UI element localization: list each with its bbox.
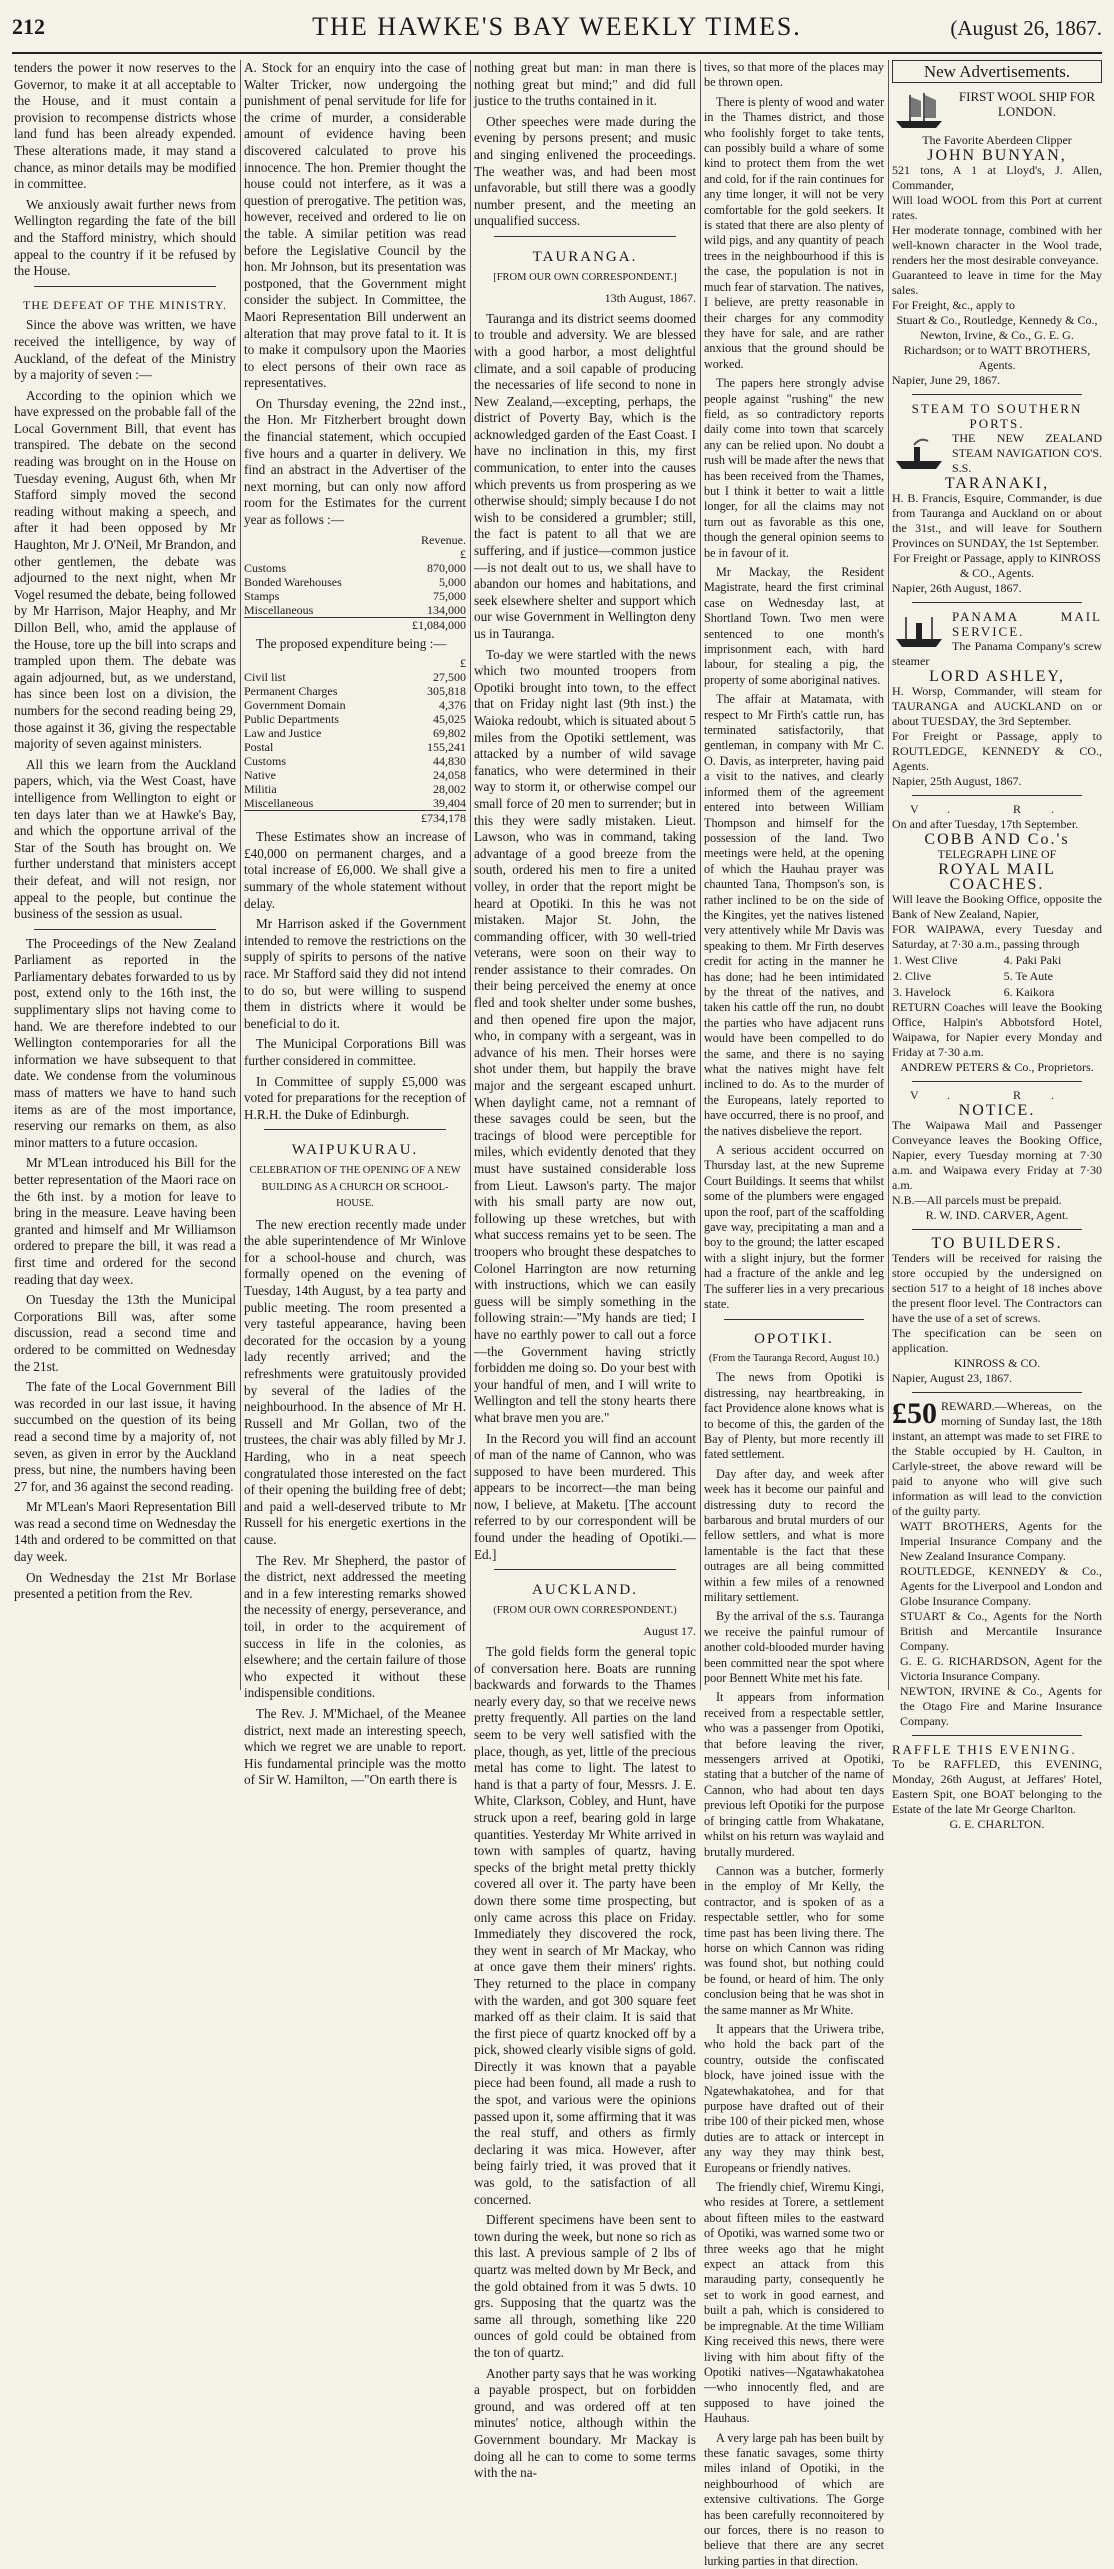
item-label: Miscellaneous (244, 602, 314, 617)
ad-text: The specification can be seen on application. (892, 1326, 1102, 1355)
table-row (244, 561, 466, 575)
paragraph: By the arrival of the s.s. Tauranga we receive the painful rumour of another cold-blooded murder having been committed near the spot where poor Bennett White met his fate. (704, 1609, 884, 1686)
currency-symbol: £ (460, 656, 466, 671)
article-heading: THE DEFEAT OF THE MINISTRY. (22, 297, 228, 312)
item-amount: 39,404 (433, 796, 466, 811)
table-row (244, 796, 466, 811)
article-subheading: (FROM OUR OWN CORRESPONDENT.) (493, 1604, 677, 1616)
paragraph: The fate of the Local Government Bill was recorded in our last issue, it having succumbed on the question of its being read a second time by a majority of, not seven, as given in error by the Auckland press, but nine, the numbers having been 27 for, and 36 against the second reading. (14, 1379, 236, 1494)
agent-entry: STUART & Co., Agents for the North British and Mercantile Insurance Company. (900, 1609, 1102, 1653)
paragraph: The gold fields form the general topic of conversation here. Boats are running backwards and forwards to the Thames nearly every day, so that we receive news pretty frequently. All parties on the land seem to be very well satisfied with the place, though, as yet, little of the precious metal has come to light. The latest to hand is that a party of four, Messrs. J. E. White, Clarkson, Cobley, and Hunt, have struck upon a reef, bearing gold in large quantities. Yesterday Mr White arrived in town with samples of quartz, having specks of the bright metal pretty thickly covered all over it. The party have been down there some time prospecting, but only came across this place on Friday. Immediately they discovered the rock, they went in search of Mr Mackay, who at once gave them their miners' rights. They returned to the place in company with the warden, and got 300 square feet marked off as their claim. It is said that the first piece of quartz knocked off by a pick, showed clearly visible signs of gold. Directly it was known that a payable piece had been found, all made a rush to the spot, and various were the opinions passed upon it, some affirming that it was the real stuff, and others as firmly declaring it was mica. However, after being fairly tried, it was proved that it was gold, to the satisfaction of all concerned. (474, 1644, 696, 2207)
item-amount: 155,241 (427, 740, 466, 755)
column-2 (244, 60, 466, 1788)
table-row (244, 684, 466, 698)
divider (494, 1569, 676, 1570)
item-label: Permanent Charges (244, 684, 338, 699)
ad-text: Guaranteed to leave in time for the May sales. (892, 268, 1102, 297)
ad-text: For Freight, &c., apply to (892, 298, 1015, 312)
agent-entry: ROUTLEDGE, KENNEDY & Co., Agents for the Liverpool and London and Globe Insurance Company. (900, 1564, 1102, 1608)
paragraph: The Proceedings of the New Zealand Parliament as reported in the Parliamentary debates forwarded to us by post, extend only to the 16th inst, the supplimentary slips not having come to hand. We are therefore indebted to our Wellington contemporaries for all the information we have subsequent to that date. We condense from the voluminous mass of matters we have to hand such items as are of the most importance, reserving our remarks on them, as also minor matters to a future occasion. (14, 935, 236, 1150)
divider (912, 1392, 1082, 1393)
ad-heading: STEAM TO SOUTHERN PORTS. (911, 401, 1083, 431)
ad-text: 521 tons, A 1 at Lloyd's, J. Allen, Commander, (892, 163, 1102, 192)
item-amount: 45,025 (433, 712, 466, 727)
dateline: August 17. (643, 1624, 696, 1639)
coach-stop: 2. Clive (893, 969, 931, 983)
paragraph: The Municipal Corporations Bill was further considered in committee. (244, 1036, 466, 1068)
ship-icon (892, 91, 946, 131)
paragraph: tives, so that more of the places may be thrown open. (704, 60, 884, 90)
paragraph: A. Stock for an enquiry into the case of Walter Tricker, now undergoing the punishment of penal servitude for life for the crime of murder, a considerable amount of evidence having been discovered calculated to prove his innocence. The hon. Premier thought the house could not interfere, as it was a question of prerogative. The petition was, however, received and ordered to lie on the table. A similar petition was read before the Legislative Council by the hon. Mr Johnson, but its presentation was postponed, that the Government might consider the subject. In Committee, the Maori Representation Bill underwent an alteration that may prove fatal to it. It is to make it compulsory upon the Maories to elect persons of their own race as representatives. (244, 60, 466, 391)
ship-name: JOHN BUNYAN, (927, 147, 1067, 164)
paragraph: Cannon was a butcher, formerly in the employ of Mr Kelly, the contractor, and is spoken of as a respectable settler, who for some time past has been living there. The horse on which Cannon was riding was found shot, but nothing could be found, or heard of him. The only conclusion being that he was shot in the same manner as Mr White. (704, 1863, 884, 2017)
item-amount: 870,000 (427, 560, 466, 575)
ad-text: To be RAFFLED, this EVENING, Monday, 26th August, at Jeffares' Hotel, Eastern Spit, one BOAT belonging to the Estate of the late Mr George Charlton. (892, 1757, 1102, 1816)
royal-cipher: V. R. (909, 1088, 1085, 1102)
item-amount: 28,002 (433, 782, 466, 797)
ad-date: Napier, 26th August, 1867. (892, 581, 1022, 595)
coach-stop: 5. Te Aute (1003, 969, 1053, 983)
ad-heading: TELEGRAPH LINE OF (937, 847, 1057, 861)
table-row (892, 984, 1102, 1000)
ad-text: N.B.—All parcels must be prepaid. (892, 1193, 1062, 1207)
item-label: Customs (244, 754, 287, 769)
table-row (892, 952, 1102, 968)
paragraph: tenders the power it now reserves to the Governor, to make it at all acceptable to the House, and it must contain a provision to recompense districts whose land fund has been already expended. These alterations made, it may stand a chance, as minor details may be modified in committee. (14, 60, 236, 192)
column-divider (888, 60, 889, 1690)
ad-text: Will load WOOL from this Port at current rates. (892, 193, 1102, 222)
paragraph: Since the above was written, we have received the intelligence, by way of Auckland, of the defeat of the Ministry by a majority of seven :— (14, 317, 236, 383)
dateline: 13th August, 1867. (604, 291, 696, 306)
paragraph: A serious accident occurred on Thursday last, at the new Supreme Court Buildings. It seems that whilst some of the plumbers were engaged upon the roof, part of the scaffolding gave way, precipitating a man and a boy to the ground; the latter escaped with a slight injury, but the former had a fracture of the ankle and leg The sufferer lies in a very precarious state. (704, 1143, 884, 1312)
table-row (244, 782, 466, 796)
divider (34, 929, 216, 930)
divider (34, 286, 216, 287)
divider (912, 602, 1082, 603)
column-divider (700, 60, 701, 1690)
paragraph: nothing great but man: in man there is nothing great but mind;" and did full justice to the truths contained in it. (474, 60, 696, 109)
ad-wool-ship (892, 89, 1102, 388)
ad-text: For Freight or Passage, apply to KINROSS & CO., Agents. (893, 551, 1101, 580)
table-row (244, 589, 466, 603)
ad-text: THE NEW ZEALAND STEAM NAVIGATION CO'S. S.S. (952, 431, 1102, 475)
article-subheading: CELEBRATION OF THE OPENING OF A NEW BUILDING AS A CHURCH OR SCHOOL-HOUSE. (249, 1164, 461, 1210)
table-row (892, 968, 1102, 984)
article-heading: OPOTIKI. (754, 1330, 834, 1347)
coach-stop: 6. Kaikora (1003, 985, 1055, 999)
divider (912, 1229, 1082, 1230)
table-row (244, 670, 466, 684)
column-4 (704, 60, 884, 2568)
paragraph: To-day we were startled with the news which two mounted troopers from Opotiki brought into town, to the effect that on Friday night last (9th inst.) the Waioka redoubt, which is situated about 5 miles from the Opotiki settlement, was attacked by a number of wild savage fanatics, who were determined in their way to storm it, or otherwise compel our small force of 20 men to surrender; but in this they were sadly mistaken. Lieut. Lawson, who was in command, taking advantage of a good breeze from the south, ordered his men to fire a united volley, in order that the report might be heard at Opotiki. In this he was not mistaken. Major St. John, the commanding officer, with 30 well-tried veterans, were soon on their way to render assistance to their comrades. On their being perceived the enemy at once fled and took shelter under some bushes, and then opened fire upon the major, who, in company with a sergeant, was in advance of his men. Their horses were shot under them, but happily the brave major and the sergeant escaped unhurt. When daylight came, not a remnant of these savages could be seen, but the tracings of blood were perceptible for miles, which evidently denoted that they must have sustained considerable loss from Lieut. Lawson's party. The major with his small party are now out, following up these wretches, but with what success remains yet to be seen. The troopers who brought these despatches to Colonel Harrington are now returning with instructions, which we can easily guess will be simply something in the following strain:—"My hands are tied; I have no earthly power to call out a force—the Government having strictly forbidden me doing so. Do your best with your handful of men, and I will write to Wellington and tell the stony hearts there what brave men you are." (474, 646, 696, 1425)
steamship-icon (892, 433, 946, 473)
table-row (244, 740, 466, 754)
ad-text: H. B. Francis, Esquire, Commander, is due from Tauranga and Auckland on or about the 31st., and will leave for Southern Provinces on SUNDAY, the 1st September. (892, 491, 1102, 550)
advertisements-column (892, 60, 1102, 1831)
item-label: Customs (244, 560, 287, 575)
ad-signature: ANDREW PETERS & Co., Proprietors. (900, 1060, 1094, 1074)
ad-heading: NOTICE. (958, 1102, 1036, 1119)
paragraph: In the Record you will find an account of man of the name of Cannon, who was supposed to have been murdered. This appears to be incorrect—the man being now, I believe, at Maketu. [The account referred to by our correspondent will be found under the heading of Opotiki.—Ed.] (474, 1430, 696, 1562)
table-row (244, 603, 466, 618)
item-amount: 27,500 (433, 670, 466, 685)
ad-heading: COBB AND Co.'s (924, 831, 1070, 848)
expenditure-total: £734,178 (398, 811, 466, 826)
table-row (244, 712, 466, 726)
table-row (244, 575, 466, 589)
paragraph: There is plenty of wood and water in the Thames district, and those who foolishly forget to take tents, can possibly build a whare of some kind to protect them from the wet and cold, for if the rain continues for any time longer, it will not be very comfortable for the gold seekers. It is stated that there are also plenty of wild pigs, and any quantity of peach trees in the neighbourhood if this is the case, the population is not in much fear of starvation. The natives, I believe, are pretty reasonable in their charges for any commodity they have for sale, and are rather anxious that the ground should be worked. (704, 94, 884, 371)
reward-amount: £50 (892, 1397, 937, 1430)
ad-text: The Waipawa Mail and Passenger Conveyance leaves the Booking Office, Napier, every Tuesday morning at 7·30 a.m. and Waipawa every Friday at 7·30 a.m. (892, 1118, 1102, 1192)
page-number: 212 (12, 14, 45, 39)
revenue-table (244, 533, 466, 632)
item-amount: 69,802 (433, 726, 466, 741)
item-label: Stamps (244, 588, 280, 603)
paragraph: On Thursday evening, the 22nd inst., the Hon. Mr Fitzherbert brought down the financial statement, which occupied five hours and a quarter in delivery. We find an abstract in the Advertiser of the next morning, but can only now afford room for the Estimates for the current year as follows :— (244, 395, 466, 528)
coach-stops-table (892, 952, 1102, 1000)
paragraph: Mr Harrison asked if the Government intended to remove the restrictions on the supply of spirits to persons of the native race. Mr Stafford said they did not intend to do so, but were willing to suspend them in districts where it would be beneficial to do it. (244, 916, 466, 1031)
section-title: New Advertisements. (892, 60, 1102, 83)
column-3 (474, 60, 696, 2481)
item-amount: 5,000 (439, 574, 466, 589)
table-row (244, 726, 466, 740)
paragraph: In Committee of supply £5,000 was voted for preparations for the reception of H.R.H. the Duke of Edinburgh. (244, 1073, 466, 1122)
agent-entry: WATT BROTHERS, Agents for the Imperial Insurance Company and the New Zealand Insurance Company. (900, 1519, 1102, 1563)
item-label: Public Departments (244, 712, 339, 727)
table-heading: Revenue. (421, 532, 466, 547)
ad-to-builders (892, 1236, 1102, 1386)
ad-text: The Favorite Aberdeen Clipper (922, 133, 1072, 147)
item-label: Militia (244, 782, 277, 797)
paragraph: Mr M'Lean introduced his Bill for the better representation of the Maori race on the 6th inst. by a motion for leave to bring in the measure. Leave having been granted and himself and Mr Williamson ordered to prepare the bill, it was read a first time and ordered for the second reading that day weex. (14, 1155, 236, 1287)
ad-date: Napier, August 23, 1867. (892, 1371, 1013, 1385)
paragraph: On Wednesday the 21st Mr Borlase presented a petition from the Rev. (14, 1569, 236, 1602)
paragraph: According to the opinion which we have expressed on the probable fall of the Local Government Bill, that event has transpired. The debate on the second reading was brought on in the House on Tuesday evening, August 6th, when Mr Stafford simply moved the second reading without making a speech, and after it had been opposed by Mr Haughton, Mr J. O'Neil, Mr Brandon, and other gentlemen, the debate was adjourned to the next night, when Mr Vogel resumed the debate, being followed by Mr Harrison, Major Heaphy, and Mr Dillon Bell, who, amid the applause of the House, tore up the bill into scraps and trampled upon them. The debate was again adjourned, but, as we understand, has since been lost on a division, the numbers for the second reading being 29, those against it 36, giving the respectable majority of seven against ministers. (14, 387, 236, 752)
revenue-total: £1,084,000 (387, 617, 466, 632)
paragraph: On Tuesday the 13th the Municipal Corporations Bill was, after some discussion, read a second time and ordered to be committed on Wednesday the 21st. (14, 1292, 236, 1374)
ad-text: Her moderate tonnage, combined with her well-known character in the Wool trade, renders her the most desirable conveyance. (892, 223, 1102, 267)
ad-text: On and after Tuesday, 17th September. (892, 817, 1079, 831)
item-amount: 134,000 (427, 602, 466, 617)
item-amount: 305,818 (427, 684, 466, 699)
issue-date: (August 26, 1867. (950, 16, 1102, 40)
column-1 (14, 60, 236, 1690)
paragraph: Different specimens have been sent to town during the week, but none so rich as this last. A previous sample of 2 lbs of quartz was melted down by Mr Beck, and the gold obtained from it was 5 dwts. 10 grs. Supposing that the quartz was the same all through, something like 220 ounces of gold could be obtained from the ton of quartz. (474, 2212, 696, 2360)
ad-agents: Stuart & Co., Routledge, Kennedy & Co., Newton, Irvine, & Co., G. E. G. Richardson; or to WATT BROTHERS, Agents. (896, 313, 1098, 372)
article-subheading: [FROM OUR OWN CORRESPONDENT.] (493, 271, 677, 283)
ad-text: FOR WAIPAWA, every Tuesday and Saturday, at 7·30 a.m., passing through (892, 922, 1102, 951)
divider (912, 1081, 1082, 1082)
item-label: Government Domain (244, 698, 346, 713)
divider (912, 795, 1082, 796)
item-amount: 75,000 (433, 588, 466, 603)
divider (264, 1129, 446, 1130)
ad-heading: RAFFLE THIS EVENING. (892, 1742, 1077, 1757)
table-row (244, 698, 466, 712)
article-heading: TAURANGA. (532, 248, 638, 265)
ad-signature: R. W. IND. CARVER, Agent. (925, 1208, 1069, 1222)
column-divider (240, 60, 241, 1690)
paragraph: The proposed expenditure being :— (256, 635, 447, 651)
page-header (12, 10, 1102, 46)
paragraph: It appears that the Uriwera tribe, who hold the back part of the country, outside the confiscated block, have joined issue with the Ngatewhakatohea, and for that purpose have drafted out of their tribe 100 of their picked men, whose duties are to attack or intercept in any way they may think best, Europeans or friendly natives. (704, 2021, 884, 2175)
ad-text: H. Worsp, Commander, will steam for TAURANGA and AUCKLAND on or about TUESDAY, the 3rd September. (892, 684, 1102, 728)
ad-steam-southern (892, 401, 1102, 596)
paragraph: The news from Opotiki is distressing, nay heartbreaking, in fact Providence alone knows what is to become of this, the garden of the Bay of Plenty, but more recently ill fated settlement. (704, 1370, 884, 1462)
coach-stop: 1. West Clive (893, 953, 958, 967)
ad-reward (892, 1399, 1102, 1729)
column-divider (470, 60, 471, 1690)
ad-text: REWARD.—Whereas, on the morning of Sunday last, the 18th instant, an attempt was made to set FIRE to the Stable occupied by H. Caulton, in Carlyle-street, the above reward will be paid to anyone who will give such information as will lead to the conviction of the guilty party. (892, 1399, 1102, 1518)
ad-heading: TO BUILDERS. (931, 1235, 1063, 1252)
ad-text: RETURN Coaches will leave the Booking Office, Halpin's Abbotsford Hotel, Waipawa, for Napier every Monday and Friday at 7·30 a.m. (892, 1000, 1102, 1059)
table-row (244, 754, 466, 768)
insurance-agents-list (892, 1519, 1102, 1729)
royal-cipher: V. R. (909, 802, 1085, 816)
paragraph: Another party says that he was working a payable prospect, but on forbidden ground, and was ordered off at ten minutes' notice, although within the Government boundary. Mr Mackay is doing all he can to come to some terms with the na- (474, 2365, 696, 2481)
paragraph: Tauranga and its district seems doomed to trouble and adversity. We are blessed with a good harbor, a most delightful climate, and a soil capable of producing the necessaries of life second to none in New Zealand,—excepting, perhaps, the district of Poverty Bay, which is the acknowledged garden of the East Coast. I have no inclination in this, my first communication, to enter into the causes which prevents us from prospering as we otherwise should; simply because I do not wish to be considered a grumbler; still, the fact is patent to all that we are suffering, and if justice—common justice—is not dealt out to us, we shall have to abandon our homes and habitations, and seek elsewhere shelter and support which our wise Government in Wellington deny us in Tauranga. (474, 310, 696, 641)
paragraph: The Rev. Mr Shepherd, the pastor of the district, next addressed the meeting and in a few interesting remarks showed the necessity of energy, perseverance, and toil, in order to the acquirement of success in life in the colonies, as elsewhere; and the certain failure of those who expected it without these indispensible conditions. (244, 1552, 466, 1701)
article-heading: AUCKLAND. (532, 1582, 638, 1599)
item-label: Civil list (244, 670, 286, 685)
paragraph: Mr Mackay, the Resident Magistrate, heard the first criminal case on Wednesday last, at Shortland Town. Two men were sentenced to one month's imprisonment each, with hard labour, for stealing a pig, the property of some aboriginal natives. (704, 565, 884, 687)
ad-notice (892, 1088, 1102, 1223)
steamship-icon (892, 611, 946, 651)
divider (912, 1735, 1082, 1736)
ad-royal-mail-coaches (892, 802, 1102, 1075)
coach-stop: 3. Havelock (893, 985, 951, 999)
paragraph: A very large pah has been built by these fanatic savages, some thirty miles inland of Opotiki, in the neighbourhood of which are extensive cultivations. The Gorge has been carefully reconnoitered by our forces, there is no reason to believe that there are any secret lurking parties in that direction. (704, 2430, 884, 2568)
item-label: Law and Justice (244, 726, 322, 741)
agent-entry: NEWTON, IRVINE & Co., Agents for the Otago Fire and Marine Insurance Company. (900, 1684, 1102, 1728)
ad-signature: G. E. CHARLTON. (949, 1817, 1045, 1831)
currency-symbol: £ (460, 546, 466, 561)
article-heading: WAIPUKURAU. (291, 1142, 419, 1159)
paragraph: These Estimates show an increase of £40,000 on permanent charges, and a total increase of £6,000. We shall give a summary of the whole statement without delay. (244, 829, 466, 911)
divider (912, 394, 1082, 395)
item-label: Postal (244, 740, 274, 755)
ad-panama-mail (892, 609, 1102, 789)
divider (724, 1319, 864, 1320)
paragraph: The new erection recently made under the able superintendence of Mr Winlove for a school-house and church, was formally opened on the evening of Tuesday, 14th August, by a tea party and public meeting. The room presented a very tasteful appearance, having been decorated for the occasion by a young lady recently arrived; and the refreshments were gratuitously provided by several of the ladies of the neighbourhood. In the absence of Mr H. Russell and Mr Gollan, two of the trustees, the chair was ably filled by Mr J. Harding, who in a neat speech congratulated those interested on the fact of their opening the building free of debt; and paid a well-deserved tribute to Mr Russell for his energetic exertions in the cause. (244, 1216, 466, 1547)
header-rule (12, 52, 1102, 54)
masthead: THE HAWKE'S BAY WEEKLY TIMES. (312, 12, 802, 41)
paragraph: Other speeches were made during the evening by persons present; and music and singing enlivened the proceedings. The weather was, and had been most unfavorable, but still there was a goodly number present, and the meeting an unqualified success. (474, 113, 696, 229)
ad-date: Napier, June 29, 1867. (892, 373, 1001, 387)
paragraph: All this we learn from the Auckland papers, which, via the West Coast, have intelligence from Wellington to eight or ten days later than we at Hawke's Bay, and which the opportune arrival of the Star of the South has brought on. We further understand that ministers accept their defeat, and will not resign, nor appeal to the people, but continue the business of the session as usual. (14, 756, 236, 922)
ad-heading: FIRST WOOL SHIP FOR LONDON. (958, 89, 1096, 119)
paragraph: We anxiously await further news from Wellington regarding the fate of the bill and the Stafford ministry, which should appeal to the country if it be refused by the House. (14, 196, 236, 279)
ship-name: LORD ASHLEY, (929, 668, 1065, 685)
ad-date: Napier, 25th August, 1867. (892, 774, 1022, 788)
paragraph: The papers here strongly advise people against "rushing" the new field, as so contradictory reports daily come into town that scarcely any can be relied upon. No doubt a rush will be made after the news that has been received from the Thames, but I think it better to wait a little longer, for all the claims may not turn out as favorable as this one, though the general opinion seems to be in favour of it. (704, 376, 884, 560)
item-label: Native (244, 768, 276, 783)
ad-text: For Freight or Passage, apply to ROUTLEDGE, KENNEDY & CO., Agents. (892, 729, 1102, 773)
ad-text: Tenders will be received for raising the store occupied by the undersigned on section 517 to a height of 18 inches above the present floor level. The Contractors can have the use of a set of screws. (892, 1251, 1102, 1325)
ad-heading: ROYAL MAIL COACHES. (938, 861, 1056, 893)
agent-entry: G. E. G. RICHARDSON, Agent for the Victoria Insurance Company. (900, 1654, 1102, 1683)
item-amount: 44,830 (433, 754, 466, 769)
ad-text: The Panama Company's screw steamer (892, 639, 1102, 668)
paragraph: Mr M'Lean's Maori Representation Bill was read a second time on Wednesday the 14th and ordered to be committed on that day week. (14, 1499, 236, 1565)
paragraph: It appears from information received from a respectable settler, who was a passenger from Opotiki, that before leaving the river, messengers arrived at Opotiki, stating that a butcher of the name of Cannon, who had about ten days previous left Opotiki for the purpose of bringing cattle from Whakatane, whilst on his return was waylaid and brutally murdered. (704, 1690, 884, 1859)
ad-text: Will leave the Booking Office, opposite the Bank of New Zealand, Napier, (892, 892, 1102, 921)
item-amount: 4,376 (439, 698, 466, 713)
paragraph: The affair at Matamata, with respect to Mr Firth's cattle run, has terminated satisfactorily, that gentleman, in company with Mr C. O. Davis, as interpreter, having paid a visit to the natives, and clearly informed them of the agreement entered into between William Thompson and himself for the possession of the land. Two meetings were held, at the opening of which the Hauhau prayer was chaunted Tana, Thompson's son, is rather inclined to be on the side of the Kingites, yet the natives listened very attentively while Mr Davis was speaking to them. Mr Firth deserves credit for acting in the manner he has done; had he been intimidated by the threat of the natives, and taken his cattle off the run, no doubt the parties who have adjacent runs would have been compelled to do the same, and there is no saying what the natives might have felt inclined to do. As to the murder of the Europeans, lately reported to have occurred, there is no proof, and the natives disbelieve the report. (704, 692, 884, 1138)
article-subheading: (From the Tauranga Record, August 10.) (708, 1352, 880, 1364)
item-amount: 24,058 (433, 768, 466, 783)
table-row (244, 768, 466, 782)
expenditure-table (244, 656, 466, 825)
item-label: Miscellaneous (244, 796, 314, 811)
coach-stop: 4. Paki Paki (1003, 953, 1062, 967)
divider (494, 236, 676, 237)
paragraph: The friendly chief, Wiremu Kingi, who resides at Torere, a settlement about fifteen miles to the eastward of Opotiki, was warned some two or three weeks ago that he might expect an attack from this marauding party, consequently he set to work in good earnest, and built a pah, which is considered to be impregnable. At the time William King received this news, there were living with him about fifty of the Opotiki natives—Ngatawhakatohea—who innocently fled, and are supposed to have joined the Hauhaus. (704, 2180, 884, 2426)
ad-raffle (892, 1742, 1102, 1832)
ship-name: TARANAKI, (944, 475, 1050, 492)
paragraph: Day after day, and week after week has it become our painful and distressing duty to record the barbarous and brutal murders of our fellow settlers, and what is more lamentable is the fact that these outrages are all being committed within a few miles of a renowned military settlement. (704, 1466, 884, 1604)
item-label: Bonded Warehouses (244, 574, 342, 589)
ad-heading: PANAMA MAIL SERVICE. (952, 609, 1102, 639)
ad-signature: KINROSS & CO. (953, 1356, 1041, 1370)
paragraph: The Rev. J. M'Michael, of the Meanee district, next made an interesting speech, which we regret we are unable to report. His fundamental principle was the motto of Sir W. Hamilton, —"On earth there is (244, 1705, 466, 1788)
